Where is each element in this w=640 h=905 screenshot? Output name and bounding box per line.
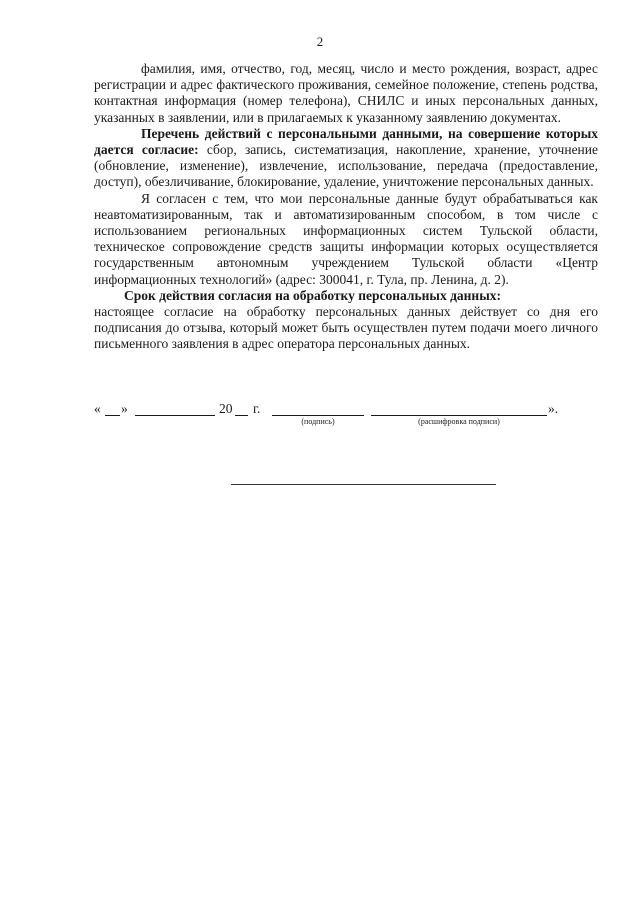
signature-field-line[interactable] — [272, 403, 364, 416]
actions-list-text: сбор, запись, систематизация, накопление, хранение, уточнение (обновление, изменение), извлечение, использование, передача (предоставление, доступ), обезличивание, блокирование, удаление, уничтожение персональных данных. — [94, 142, 598, 190]
page-number: 2 — [316, 34, 324, 49]
signature-end-punct: ». — [548, 401, 559, 416]
closing-divider-line — [231, 484, 496, 485]
paragraph-personal-data-list: фамилия, имя, отчество, год, месяц, число и место рождения, возраст, адрес регистрации и адрес фактического проживания, семейное положение, степень родства, контактная информация (номер телефона), СНИЛС и иных персональных данных, указанных в заявлении, или в прилагаемых к указанному заявлению документах. — [94, 61, 598, 125]
signature-decoding-caption: (расшифровка подписи) — [418, 417, 500, 426]
date-quote-close: » — [121, 401, 128, 416]
paragraph-processing-consent: Я согласен с тем, что мои персональные данные будут обрабатываться как неавтоматизированным, так и автоматизированным способом, в том числе с использованием региональных информационных систем Тульской области, техническое сопровождение средств защиты информации которых осуществляется государственным автономным учреждением Тульской области «Центр информационных технологий» (адрес: 300041, г. Тула, пр. Ленина, д. 2). — [94, 190, 598, 287]
year-field-line[interactable] — [235, 403, 248, 416]
day-field-line[interactable] — [105, 403, 120, 416]
month-field-line[interactable] — [135, 403, 215, 416]
actions-list-heading: Перечень действий с персональными данными, на совершение которых дается согласие: — [94, 125, 598, 158]
signature-decoding-field-line[interactable] — [371, 403, 547, 416]
consent-term-heading: Срок действия согласия на обработку персональных данных: — [124, 287, 501, 303]
year-suffix: г. — [253, 401, 261, 416]
date-quote-open: « — [94, 401, 101, 416]
signature-caption: (подпись) — [301, 417, 335, 426]
document-body — [94, 61, 598, 353]
signature-row — [94, 401, 598, 431]
consent-term-text: настоящее согласие на обработку персональных данных действует со дня его подписания до отзыва, который может быть осуществлен путем подачи моего личного письменного заявления в адрес оператора персональных данных. — [94, 304, 598, 352]
year-prefix: 20 — [219, 401, 233, 416]
paragraph-actions-list — [94, 126, 598, 191]
